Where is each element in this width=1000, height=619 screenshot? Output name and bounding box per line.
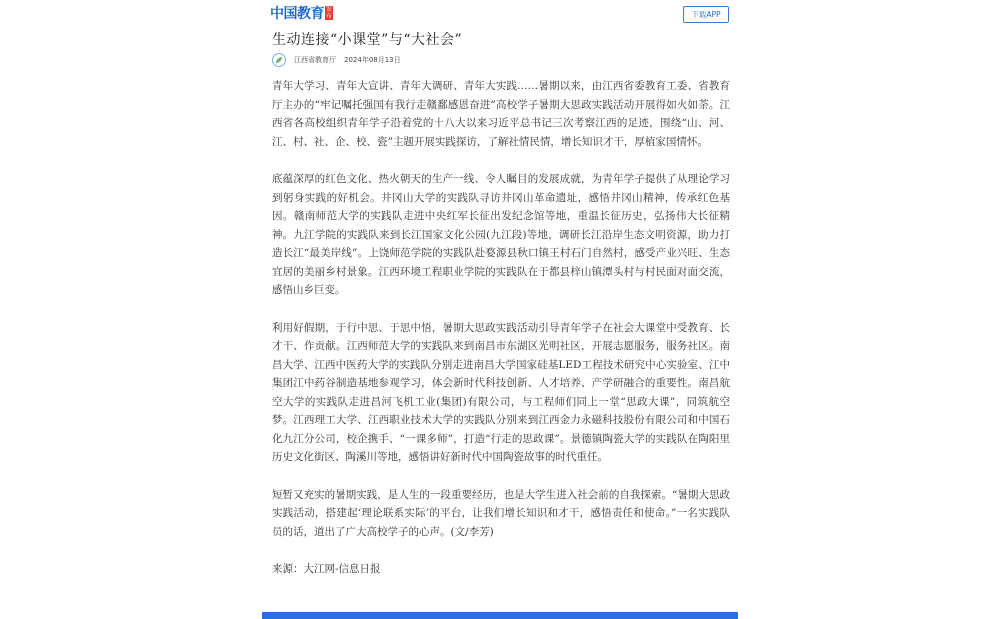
article-page: [262, 0, 738, 619]
publish-date: 2024年08月13日: [344, 56, 401, 64]
avatar-leaf-graphic: [275, 56, 283, 64]
article-paragraph: 短暂又充实的暑期实践，是人生的一段重要经历，也是大学生进入社会前的自我探索。“暑期大思政实践活动，搭建起‘理论联系实际’的平台，让我们增长知识和才干，感悟责任和使命。”一名实践队员的话，道出了广大高校学子的心声。(文/李芳): [272, 488, 730, 538]
article-title: 生动连接“小课堂”与“大社会”: [272, 32, 463, 48]
logo-text: 中国教育: [270, 6, 324, 22]
top-bar: [262, 0, 738, 28]
leaf-avatar-icon[interactable]: [272, 53, 286, 67]
article-paragraph: 底蕴深厚的红色文化、热火朝天的生产一线、令人瞩目的发展成就，为青年学子提供了从理论学习到躬身实践的好机会。井冈山大学的实践队寻访井冈山革命遗址，感悟井冈山精神，传承红色基因。赣南师范大学的实践队走进中央红军长征出发纪念馆等地，重温长征历史，弘扬伟大长征精神。九江学院的实践队来到长江国家文化公园(九江段)等地，调研长江沿岸生态文明资源，助力打造长江“最美岸线”。上饶师范学院的实践队赴婺源县秋口镇王村石门自然村，感受产业兴旺、生态宜居的美丽乡村景象。江西环境工程职业学院的实践队在于都县梓山镇潭头村与村民面对面交流，感悟山乡巨变。: [272, 173, 730, 296]
article-paragraph: 利用好假期，于行中思、于思中悟，暑期大思政实践活动引导青年学子在社会大课堂中受教育、长才干、作贡献。江西师范大学的实践队来到南昌市东湖区光明社区，开展志愿服务，服务社区。南昌大学、江西中医药大学的实践队分别走进南昌大学国家硅基LED工程技术研究中心实验室、江中集团江中药谷制造基地参观学习，体会新时代科技创新、人才培养、产学研融合的重要性。南昌航空大学的实践队走进昌河飞机工业(集团)有限公司，与工程师们同上一堂“思政大课”，同筑航空梦。江西理工大学、江西职业技术大学的实践队分别来到江西金力永磁科技股份有限公司和中国石化九江分公司，校企携手、“一课多师”，打造“行走的思政课”。景德镇陶瓷大学的实践队在陶阳里历史文化街区、陶溪川等地，感悟讲好新时代中国陶瓷故事的时代重任。: [272, 321, 730, 463]
article-paragraph: 青年大学习、青年大宣讲、青年大调研、青年大实践……暑期以来，由江西省委教育工委、省教育厅主办的“牢记嘱托强国有我行走赣鄱感恩奋进”高校学子暑期大思政实践活动开展得如火如荼。江西省各高校组织青年学子沿着党的十八大以来习近平总书记三次考察江西的足迹，围绕“山、河、江、村、社、企、校、瓷”主题开展实践探访，了解社情民情，增长知识才干，厚植家国情怀。: [272, 80, 730, 148]
article-meta: [272, 52, 401, 68]
site-logo[interactable]: [270, 5, 333, 23]
logo-badge: 发布: [326, 6, 333, 20]
footer-bar: [262, 612, 738, 619]
download-app-button[interactable]: 下载APP: [683, 6, 729, 23]
article-body: [272, 77, 730, 578]
author-name[interactable]: 江西省教育厅: [294, 56, 336, 64]
article-source: 来源：大江网-信息日报: [272, 563, 381, 575]
